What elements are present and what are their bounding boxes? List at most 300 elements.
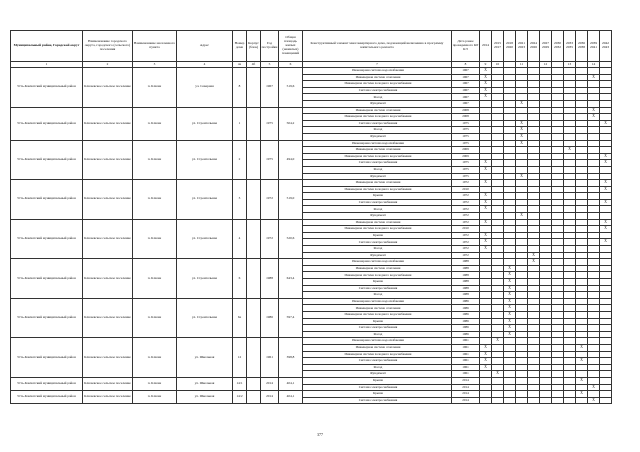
table-row <box>11 180 612 187</box>
period-mark-cell <box>540 120 552 127</box>
period-mark-cell <box>516 186 528 193</box>
period-mark-cell <box>600 344 612 351</box>
period-mark-cell <box>516 311 528 318</box>
repair-date-cell: 1972 <box>452 239 480 246</box>
period-mark-cell <box>528 199 540 206</box>
locality-cell: п. Ключи <box>133 140 177 180</box>
period-mark-cell <box>564 285 576 292</box>
period-mark-cell <box>588 186 600 193</box>
area-cell: 597,4 <box>279 298 303 338</box>
period-mark-cell <box>516 232 528 239</box>
period-mark-cell <box>492 397 504 404</box>
period-mark-cell <box>600 133 612 140</box>
work-type-cell: Инженерная система отопления <box>303 305 452 312</box>
period-mark-cell <box>588 127 600 134</box>
period-mark-cell <box>588 81 600 88</box>
period-mark-cell <box>504 140 516 147</box>
table-row <box>11 219 612 226</box>
period-mark-cell: X <box>576 344 588 351</box>
period-mark-cell <box>552 259 564 266</box>
period-mark-cell <box>600 298 612 305</box>
period-mark-cell <box>552 180 564 187</box>
period-mark-cell <box>552 153 564 160</box>
period-mark-cell <box>504 351 516 358</box>
period-mark-cell: X <box>480 358 492 365</box>
period-mark-cell <box>504 193 516 200</box>
year-cell: 1972 <box>261 219 279 259</box>
period-mark-cell <box>552 127 564 134</box>
repair-date-cell: 2010 <box>452 226 480 233</box>
period-mark-cell <box>516 292 528 299</box>
header-period-7: 2030 2032 <box>552 31 564 62</box>
period-mark-cell <box>600 279 612 286</box>
repair-date-cell: 1972 <box>452 213 480 220</box>
period-mark-cell <box>492 100 504 107</box>
period-mark-cell: X <box>480 81 492 88</box>
period-mark-cell <box>480 127 492 134</box>
period-mark-cell <box>576 81 588 88</box>
period-mark-cell <box>576 318 588 325</box>
period-mark-cell <box>564 74 576 81</box>
header-municipal: Муниципальный район, Городской округ <box>11 31 83 62</box>
settlement-cell: Ключевское сельское поселение <box>83 298 133 338</box>
header-period-4: 2021 2023 <box>516 31 528 62</box>
period-mark-cell: X <box>576 377 588 384</box>
repair-date-cell: 2014 <box>452 377 480 384</box>
repair-date-cell: 1967 <box>452 94 480 101</box>
period-mark-cell <box>576 140 588 147</box>
period-mark-cell <box>588 272 600 279</box>
repair-date-cell: 1972 <box>452 232 480 239</box>
period-mark-cell <box>576 213 588 220</box>
period-mark-cell <box>528 107 540 114</box>
period-mark-cell <box>552 120 564 127</box>
period-mark-cell <box>588 298 600 305</box>
building-cell <box>247 140 261 180</box>
period-mark-cell <box>600 338 612 345</box>
period-mark-cell <box>540 226 552 233</box>
period-mark-cell <box>504 213 516 220</box>
work-type-cell: Система электроснабжения <box>303 87 452 94</box>
building-cell <box>247 338 261 378</box>
year-cell: 2014 <box>261 377 279 390</box>
period-mark-cell <box>600 397 612 404</box>
period-mark-cell <box>588 364 600 371</box>
period-mark-cell: X <box>504 272 516 279</box>
period-mark-cell <box>576 206 588 213</box>
work-type-cell: Фасад <box>303 94 452 101</box>
settlement-cell: Ключевское сельское поселение <box>83 140 133 180</box>
period-mark-cell <box>492 246 504 253</box>
locality-cell: п. Ключи <box>133 377 177 390</box>
period-mark-cell <box>552 226 564 233</box>
repair-date-cell: 1972 <box>452 199 480 206</box>
period-mark-cell: X <box>588 107 600 114</box>
period-mark-cell <box>576 351 588 358</box>
period-mark-cell <box>504 120 516 127</box>
period-mark-cell <box>588 279 600 286</box>
column-number: 8 <box>452 62 480 68</box>
period-mark-cell <box>588 226 600 233</box>
header-locality: Наименование населенного пункта <box>133 31 177 62</box>
period-mark-cell <box>552 114 564 121</box>
repair-date-cell: 1972 <box>452 252 480 259</box>
period-mark-cell <box>588 153 600 160</box>
period-mark-cell <box>492 226 504 233</box>
period-mark-cell <box>492 272 504 279</box>
period-mark-cell <box>564 259 576 266</box>
house-cell: 14/2 <box>233 391 247 404</box>
period-mark-cell <box>504 180 516 187</box>
year-cell: 1986 <box>261 298 279 338</box>
area-cell: 643,4 <box>279 259 303 299</box>
period-mark-cell <box>492 259 504 266</box>
period-mark-cell <box>600 87 612 94</box>
period-mark-cell <box>492 81 504 88</box>
period-mark-cell <box>552 87 564 94</box>
repair-date-cell: 1988 <box>452 265 480 272</box>
period-mark-cell <box>576 68 588 75</box>
period-mark-cell <box>564 252 576 259</box>
period-mark-cell <box>576 384 588 391</box>
period-mark-cell <box>600 351 612 358</box>
period-mark-cell <box>492 213 504 220</box>
period-mark-cell <box>588 305 600 312</box>
period-mark-cell <box>516 259 528 266</box>
period-mark-cell <box>528 173 540 180</box>
period-mark-cell <box>576 153 588 160</box>
settlement-cell: Ключевское сельское поселение <box>83 259 133 299</box>
period-mark-cell <box>564 246 576 253</box>
period-mark-cell <box>600 213 612 220</box>
period-mark-cell <box>552 311 564 318</box>
period-mark-cell <box>588 173 600 180</box>
work-type-cell: Фасад <box>303 127 452 134</box>
period-mark-cell <box>540 364 552 371</box>
work-type-cell: Система электроснабжения <box>303 239 452 246</box>
period-mark-cell: X <box>480 239 492 246</box>
repair-date-cell: 1967 <box>452 68 480 75</box>
period-mark-cell: X <box>516 127 528 134</box>
building-cell <box>247 68 261 108</box>
work-type-cell: Крыша <box>303 318 452 325</box>
period-mark-cell <box>492 114 504 121</box>
period-mark-cell <box>552 166 564 173</box>
repair-date-cell: 1972 <box>452 206 480 213</box>
house-cell: 8 <box>233 68 247 108</box>
period-mark-cell <box>504 153 516 160</box>
period-mark-cell <box>600 140 612 147</box>
period-mark-cell <box>504 160 516 167</box>
area-cell: 519,6 <box>279 68 303 108</box>
period-mark-cell <box>564 292 576 299</box>
period-mark-cell <box>552 377 564 384</box>
period-mark-cell <box>588 246 600 253</box>
period-mark-cell <box>516 87 528 94</box>
column-number: 3 <box>133 62 177 68</box>
work-type-cell: Крыша <box>303 232 452 239</box>
period-mark-cell <box>528 279 540 286</box>
period-mark-cell <box>516 193 528 200</box>
period-mark-cell <box>552 292 564 299</box>
period-mark-cell <box>576 94 588 101</box>
period-mark-cell <box>588 265 600 272</box>
period-mark-cell <box>564 377 576 384</box>
period-mark-cell <box>492 120 504 127</box>
year-cell: 1988 <box>261 259 279 299</box>
settlement-cell: Ключевское сельское поселение <box>83 180 133 220</box>
period-mark-cell <box>480 213 492 220</box>
period-mark-cell <box>540 107 552 114</box>
repair-date-cell: 1961 <box>452 338 480 345</box>
period-mark-cell <box>492 133 504 140</box>
period-mark-cell: X <box>576 391 588 398</box>
period-mark-cell <box>576 311 588 318</box>
period-mark-cell <box>540 298 552 305</box>
period-mark-cell <box>492 344 504 351</box>
repair-date-cell: 1961 <box>452 344 480 351</box>
period-mark-cell: X <box>504 305 516 312</box>
period-mark-cell <box>504 246 516 253</box>
period-mark-cell <box>552 81 564 88</box>
repair-date-cell: 1975 <box>452 166 480 173</box>
period-mark-cell <box>504 338 516 345</box>
period-mark-cell <box>600 305 612 312</box>
period-mark-cell <box>516 153 528 160</box>
column-number: 9 <box>480 62 492 68</box>
period-mark-cell <box>552 173 564 180</box>
period-mark-cell <box>576 246 588 253</box>
period-mark-cell <box>588 166 600 173</box>
work-type-cell: Инженерная система отопления <box>303 107 452 114</box>
period-mark-cell <box>480 140 492 147</box>
repair-date-cell: 2008 <box>452 114 480 121</box>
municipal-cell: Усть-Камчатский муниципальный район <box>11 219 83 259</box>
work-type-cell: Инженерная система водоснабжения <box>303 140 452 147</box>
period-mark-cell <box>564 114 576 121</box>
period-mark-cell <box>588 351 600 358</box>
period-mark-cell <box>588 193 600 200</box>
period-mark-cell <box>576 193 588 200</box>
repair-date-cell: 2009 <box>452 147 480 154</box>
period-mark-cell <box>588 285 600 292</box>
period-mark-cell <box>576 219 588 226</box>
period-mark-cell <box>504 114 516 121</box>
period-mark-cell <box>576 133 588 140</box>
period-mark-cell: X <box>480 344 492 351</box>
period-mark-cell <box>552 206 564 213</box>
repair-date-cell: 1988 <box>452 285 480 292</box>
period-mark-cell <box>552 232 564 239</box>
period-mark-cell: X <box>480 232 492 239</box>
period-mark-cell: X <box>504 331 516 338</box>
period-mark-cell <box>600 325 612 332</box>
repair-date-cell: 1975 <box>452 133 480 140</box>
period-mark-cell <box>516 279 528 286</box>
period-mark-cell <box>588 219 600 226</box>
period-mark-cell <box>528 226 540 233</box>
period-mark-cell <box>552 199 564 206</box>
period-mark-cell <box>564 199 576 206</box>
period-mark-cell <box>480 133 492 140</box>
period-mark-cell <box>552 305 564 312</box>
period-mark-cell: X <box>480 180 492 187</box>
work-type-cell: Инженерная система водоснабжения <box>303 338 452 345</box>
period-mark-cell <box>540 311 552 318</box>
header-settlement: Наименование городского округа, городского (сельского) поселения <box>83 31 133 62</box>
period-mark-cell <box>564 180 576 187</box>
work-type-cell: Система электроснабжения <box>303 160 452 167</box>
settlement-cell: Ключевское сельское поселение <box>83 377 133 390</box>
period-mark-cell <box>564 94 576 101</box>
period-mark-cell <box>552 213 564 220</box>
period-mark-cell <box>564 272 576 279</box>
period-mark-cell <box>504 107 516 114</box>
period-mark-cell <box>540 239 552 246</box>
period-mark-cell <box>540 166 552 173</box>
period-mark-cell <box>540 127 552 134</box>
period-mark-cell: X <box>600 199 612 206</box>
period-mark-cell <box>564 166 576 173</box>
period-mark-cell <box>480 120 492 127</box>
period-mark-cell <box>600 377 612 384</box>
period-mark-cell <box>600 206 612 213</box>
period-mark-cell: X <box>504 285 516 292</box>
period-mark-cell <box>504 133 516 140</box>
period-mark-cell <box>540 206 552 213</box>
period-mark-cell: X <box>480 364 492 371</box>
period-mark-cell <box>552 94 564 101</box>
period-mark-cell <box>552 364 564 371</box>
street-cell: ул. Строительная <box>177 107 233 140</box>
repair-date-cell: 1975 <box>452 120 480 127</box>
period-mark-cell <box>516 239 528 246</box>
period-mark-cell <box>600 147 612 154</box>
period-mark-cell <box>504 100 516 107</box>
area-cell: 398,8 <box>279 338 303 378</box>
header-inclusion-date: Дата ранее проведенного КР КЭ <box>452 31 480 62</box>
header-period-9: 2036 2038 <box>576 31 588 62</box>
period-mark-cell <box>588 199 600 206</box>
period-mark-cell: X <box>588 384 600 391</box>
period-mark-cell <box>504 219 516 226</box>
period-mark-cell <box>576 173 588 180</box>
work-type-cell: Инженерная система холодного водоснабжения <box>303 186 452 193</box>
period-mark-cell <box>540 391 552 398</box>
period-mark-cell <box>480 305 492 312</box>
period-mark-cell <box>564 239 576 246</box>
work-type-cell: Система электроснабжения <box>303 358 452 365</box>
period-mark-cell <box>540 219 552 226</box>
period-mark-cell <box>552 107 564 114</box>
work-type-cell: Фундамент <box>303 173 452 180</box>
table-row <box>11 377 612 384</box>
period-mark-cell <box>564 206 576 213</box>
municipal-cell: Усть-Камчатский муниципальный район <box>11 377 83 390</box>
period-mark-cell <box>576 265 588 272</box>
year-cell: 1961 <box>261 338 279 378</box>
period-mark-cell <box>540 371 552 378</box>
period-mark-cell <box>492 199 504 206</box>
period-mark-cell: X <box>504 292 516 299</box>
period-mark-cell <box>528 285 540 292</box>
period-mark-cell <box>492 391 504 398</box>
work-type-cell: Фасад <box>303 166 452 173</box>
period-mark-cell <box>528 384 540 391</box>
period-mark-cell <box>504 232 516 239</box>
period-mark-cell <box>480 391 492 398</box>
repair-date-cell: 1988 <box>452 259 480 266</box>
period-mark-cell <box>600 246 612 253</box>
period-mark-cell <box>552 344 564 351</box>
period-mark-cell <box>516 298 528 305</box>
period-mark-cell <box>600 68 612 75</box>
period-mark-cell <box>528 391 540 398</box>
period-mark-cell: X <box>516 133 528 140</box>
header-area: Общая площадь жилых (нежилых) помещений <box>279 31 303 62</box>
column-number: 7 <box>303 62 452 68</box>
period-mark-cell <box>480 384 492 391</box>
period-mark-cell <box>540 358 552 365</box>
area-cell: 504,2 <box>279 107 303 140</box>
period-mark-cell <box>540 397 552 404</box>
period-mark-cell <box>516 206 528 213</box>
period-mark-cell <box>576 166 588 173</box>
period-mark-cell <box>492 377 504 384</box>
year-cell: 1975 <box>261 107 279 140</box>
period-mark-cell <box>576 397 588 404</box>
period-mark-cell <box>528 239 540 246</box>
street-cell: ул. Школьная <box>177 338 233 378</box>
period-mark-cell <box>504 358 516 365</box>
period-mark-cell <box>528 160 540 167</box>
period-mark-cell: X <box>516 173 528 180</box>
period-mark-cell <box>576 114 588 121</box>
period-mark-cell <box>480 377 492 384</box>
period-mark-cell: X <box>480 199 492 206</box>
period-mark-cell <box>564 344 576 351</box>
period-mark-cell <box>600 318 612 325</box>
period-mark-cell <box>600 285 612 292</box>
repair-date-cell: 1972 <box>452 246 480 253</box>
settlement-cell: Ключевское сельское поселение <box>83 68 133 108</box>
period-mark-cell <box>504 239 516 246</box>
period-mark-cell <box>540 377 552 384</box>
period-mark-cell <box>504 68 516 75</box>
repair-date-cell: 1967 <box>452 81 480 88</box>
period-mark-cell: X <box>480 68 492 75</box>
period-mark-cell <box>540 81 552 88</box>
period-mark-cell <box>504 226 516 233</box>
period-mark-cell <box>480 311 492 318</box>
period-mark-cell <box>576 338 588 345</box>
house-cell: 14/1 <box>233 377 247 390</box>
period-mark-cell <box>492 252 504 259</box>
year-cell: 1967 <box>261 68 279 108</box>
period-mark-cell <box>528 377 540 384</box>
period-mark-cell <box>528 325 540 332</box>
period-mark-cell <box>552 391 564 398</box>
repair-date-cell: 1961 <box>452 364 480 371</box>
period-mark-cell <box>528 193 540 200</box>
period-mark-cell <box>540 351 552 358</box>
period-mark-cell <box>516 325 528 332</box>
period-mark-cell <box>576 87 588 94</box>
period-mark-cell <box>492 153 504 160</box>
locality-cell: п. Ключи <box>133 107 177 140</box>
period-mark-cell <box>552 133 564 140</box>
period-mark-cell <box>552 318 564 325</box>
